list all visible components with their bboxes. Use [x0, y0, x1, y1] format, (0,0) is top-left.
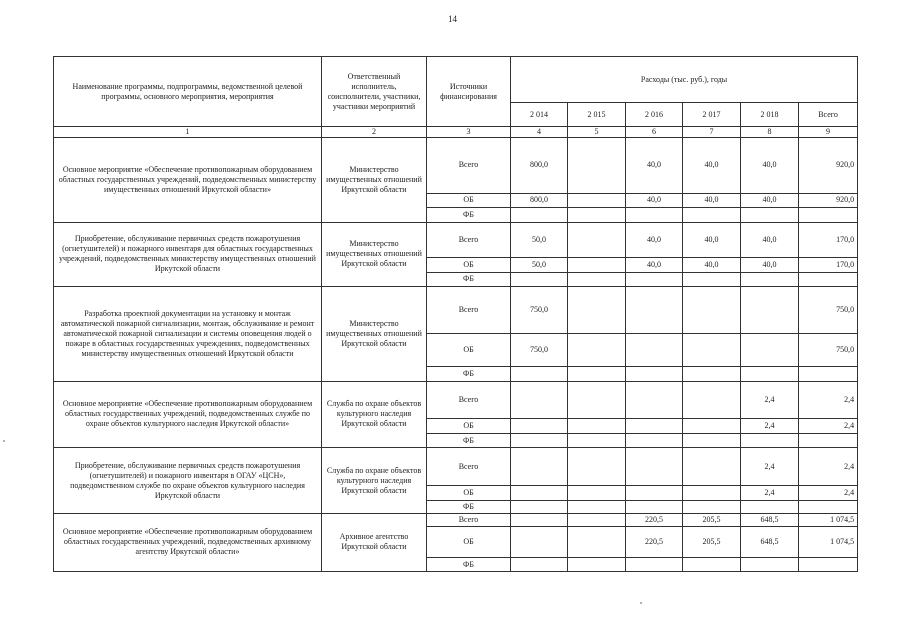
value-cell: 40,0 [683, 138, 741, 194]
value-cell [683, 419, 741, 433]
value-cell [683, 272, 741, 286]
value-cell [568, 138, 626, 194]
value-cell: 2,4 [741, 486, 799, 500]
value-cell [568, 193, 626, 207]
value-cell [511, 513, 568, 526]
value-cell: 2,4 [741, 448, 799, 486]
value-cell [568, 500, 626, 513]
value-cell: 40,0 [683, 222, 741, 258]
value-cell: 920,0 [799, 138, 858, 194]
value-cell [799, 558, 858, 572]
table-row [54, 138, 858, 194]
column-number: 3 [427, 127, 511, 138]
source-cell: ФБ [427, 433, 511, 447]
value-cell [741, 287, 799, 334]
value-cell [568, 272, 626, 286]
activity-name: Основное мероприятие «Обеспечение противопожарным оборудованием областных государственных учреждений, подведомственных службе по охране объектов культурного наследия Иркутской области» [54, 381, 322, 448]
header-total: Всего [799, 103, 858, 127]
executor: Служба по охране объектов культурного наследия Иркутской области [322, 381, 427, 448]
value-cell [683, 208, 741, 222]
source-cell: Всего [427, 381, 511, 419]
activity-name: Основное мероприятие «Обеспечение противопожарным оборудованием областных государственных учреждений, подведомственных министерству имущественных отношений Иркутской области» [54, 138, 322, 223]
value-cell: 205,5 [683, 527, 741, 558]
activity-name: Приобретение, обслуживание первичных средств пожаротушения (огнетушителей) и пожарного инвентаря для областных государственных учреждений, подведомственных министерству имущественных отношений Иркутской области [54, 222, 322, 287]
value-cell [511, 208, 568, 222]
value-cell [568, 367, 626, 381]
value-cell [626, 448, 683, 486]
value-cell [626, 433, 683, 447]
table-row [54, 222, 858, 258]
value-cell [568, 222, 626, 258]
value-cell: 40,0 [626, 222, 683, 258]
header-year: 2 015 [568, 103, 626, 127]
value-cell [626, 558, 683, 572]
scan-speck [640, 602, 642, 604]
value-cell [568, 419, 626, 433]
value-cell [683, 448, 741, 486]
value-cell: 40,0 [626, 258, 683, 272]
value-cell: 40,0 [683, 258, 741, 272]
value-cell [683, 500, 741, 513]
value-cell: 170,0 [799, 258, 858, 272]
value-cell: 1 074,5 [799, 513, 858, 526]
header-year: 2 018 [741, 103, 799, 127]
value-cell [683, 558, 741, 572]
value-cell [511, 433, 568, 447]
header-expenses: Расходы (тыс. руб.), годы [511, 57, 858, 103]
executor: Министерство имущественных отношений Иркутской области [322, 138, 427, 223]
value-cell [511, 272, 568, 286]
source-cell: Всего [427, 138, 511, 194]
source-cell: Всего [427, 222, 511, 258]
value-cell: 40,0 [626, 138, 683, 194]
value-cell [626, 287, 683, 334]
source-cell: ФБ [427, 500, 511, 513]
column-number: 8 [741, 127, 799, 138]
source-cell: Всего [427, 448, 511, 486]
column-number: 7 [683, 127, 741, 138]
expenses-table [53, 56, 858, 572]
value-cell [568, 433, 626, 447]
value-cell [741, 272, 799, 286]
value-cell: 2,4 [741, 381, 799, 419]
value-cell [568, 258, 626, 272]
value-cell [568, 448, 626, 486]
value-cell [741, 500, 799, 513]
header-name: Наименование программы, подпрограммы, ведомственной целевой программы, основного мероприятия, мероприятия [54, 57, 322, 127]
column-number: 1 [54, 127, 322, 138]
value-cell [683, 333, 741, 366]
activity-name: Приобретение, обслуживание первичных средств пожаротушения (огнетушителей) и пожарного инвентаря в ОГАУ «ЦСН», подведомственном службе по охране объектов культурного наследия Иркутской области [54, 448, 322, 514]
value-cell: 40,0 [741, 222, 799, 258]
value-cell: 648,5 [741, 527, 799, 558]
value-cell: 750,0 [799, 333, 858, 366]
value-cell: 750,0 [511, 333, 568, 366]
source-cell: ФБ [427, 272, 511, 286]
value-cell [568, 381, 626, 419]
value-cell [799, 208, 858, 222]
value-cell: 40,0 [741, 138, 799, 194]
header-year: 2 016 [626, 103, 683, 127]
value-cell: 40,0 [683, 193, 741, 207]
table-row [54, 287, 858, 334]
scan-speck [3, 440, 5, 442]
value-cell [683, 367, 741, 381]
value-cell: 1 074,5 [799, 527, 858, 558]
value-cell: 800,0 [511, 193, 568, 207]
activity-name: Разработка проектной документации на установку и монтаж автоматической пожарной сигнализации, монтаж, обслуживание и ремонт автоматической пожарной сигнализации и системы оповещения людей о пожаре в областных государственных учреждениях, подведомственных министерству имущественных отношений Иркутской области [54, 287, 322, 382]
activity-name: Основное мероприятие «Обеспечение противопожарным оборудованием областных государственных учреждений, подведомственных архивному агентству Иркутской области» [54, 513, 322, 571]
executor: Министерство имущественных отношений Иркутской области [322, 287, 427, 382]
source-cell: ОБ [427, 193, 511, 207]
value-cell: 2,4 [741, 419, 799, 433]
column-number: 6 [626, 127, 683, 138]
header-year: 2 014 [511, 103, 568, 127]
executor: Министерство имущественных отношений Иркутской области [322, 222, 427, 287]
value-cell: 40,0 [741, 193, 799, 207]
value-cell: 40,0 [741, 258, 799, 272]
value-cell [511, 500, 568, 513]
value-cell: 220,5 [626, 527, 683, 558]
value-cell [626, 500, 683, 513]
value-cell [568, 486, 626, 500]
header-year: 2 017 [683, 103, 741, 127]
value-cell [568, 513, 626, 526]
value-cell [511, 558, 568, 572]
value-cell [511, 367, 568, 381]
value-cell [683, 486, 741, 500]
value-cell [741, 433, 799, 447]
value-cell: 750,0 [511, 287, 568, 334]
value-cell [568, 208, 626, 222]
executor: Служба по охране объектов культурного наследия Иркутской области [322, 448, 427, 514]
value-cell [799, 367, 858, 381]
source-cell: Всего [427, 513, 511, 526]
value-cell [683, 381, 741, 419]
value-cell [741, 367, 799, 381]
column-number: 5 [568, 127, 626, 138]
source-cell: Всего [427, 287, 511, 334]
source-cell: ФБ [427, 208, 511, 222]
value-cell [799, 433, 858, 447]
source-cell: ФБ [427, 367, 511, 381]
value-cell [626, 208, 683, 222]
value-cell: 50,0 [511, 222, 568, 258]
value-cell: 2,4 [799, 381, 858, 419]
value-cell: 50,0 [511, 258, 568, 272]
source-cell: ФБ [427, 558, 511, 572]
value-cell [741, 558, 799, 572]
page-number: 14 [448, 14, 457, 24]
column-number: 2 [322, 127, 427, 138]
value-cell [511, 486, 568, 500]
value-cell [626, 381, 683, 419]
column-numbers-row [54, 127, 858, 138]
source-cell: ОБ [427, 258, 511, 272]
header-sources: Источники финансирования [427, 57, 511, 127]
value-cell: 800,0 [511, 138, 568, 194]
source-cell: ОБ [427, 486, 511, 500]
header-responsible: Ответственный исполнитель, соисполнители, участники, участники мероприятий [322, 57, 427, 127]
column-number: 9 [799, 127, 858, 138]
column-number: 4 [511, 127, 568, 138]
table-row [54, 513, 858, 526]
value-cell [511, 419, 568, 433]
value-cell [511, 381, 568, 419]
table-row [54, 381, 858, 419]
value-cell [626, 419, 683, 433]
value-cell [626, 486, 683, 500]
value-cell [799, 272, 858, 286]
value-cell [568, 527, 626, 558]
value-cell [626, 333, 683, 366]
value-cell [741, 333, 799, 366]
source-cell: ОБ [427, 333, 511, 366]
value-cell [511, 527, 568, 558]
value-cell: 648,5 [741, 513, 799, 526]
value-cell [683, 433, 741, 447]
value-cell: 40,0 [626, 193, 683, 207]
value-cell [626, 272, 683, 286]
value-cell: 2,4 [799, 486, 858, 500]
executor: Архивное агентство Иркутской области [322, 513, 427, 571]
source-cell: ОБ [427, 419, 511, 433]
value-cell [568, 333, 626, 366]
value-cell [799, 500, 858, 513]
value-cell [683, 287, 741, 334]
value-cell: 220,5 [626, 513, 683, 526]
value-cell: 2,4 [799, 448, 858, 486]
table-row [54, 448, 858, 486]
value-cell: 750,0 [799, 287, 858, 334]
value-cell [511, 448, 568, 486]
value-cell [626, 367, 683, 381]
value-cell: 205,5 [683, 513, 741, 526]
value-cell: 920,0 [799, 193, 858, 207]
value-cell [741, 208, 799, 222]
value-cell: 170,0 [799, 222, 858, 258]
value-cell [568, 287, 626, 334]
source-cell: ОБ [427, 527, 511, 558]
value-cell [568, 558, 626, 572]
value-cell: 2,4 [799, 419, 858, 433]
